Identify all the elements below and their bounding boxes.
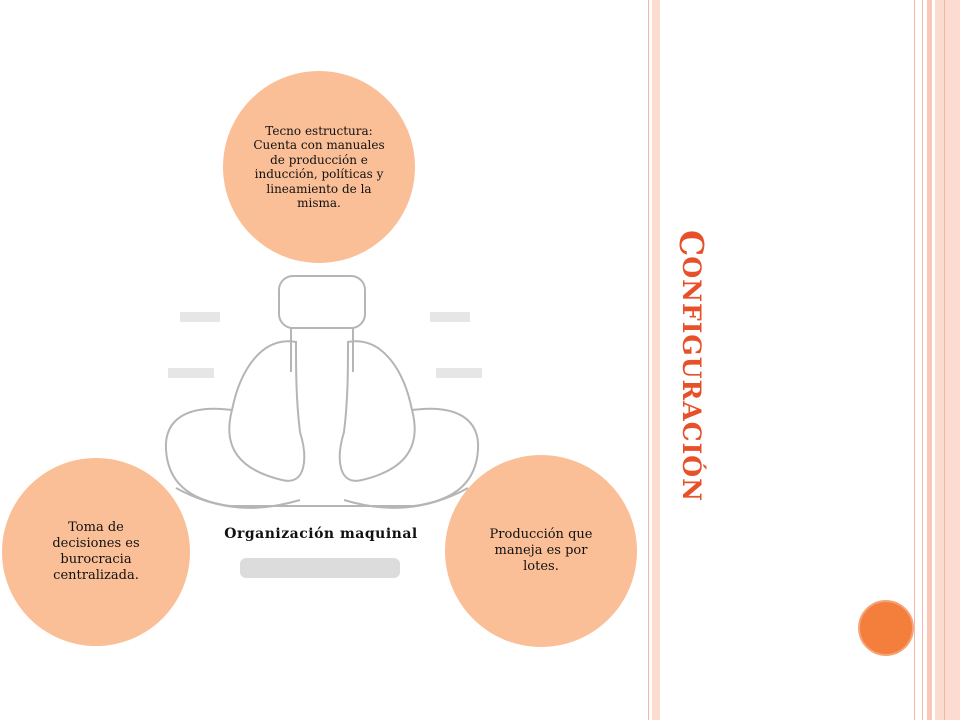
slide-title [672, 216, 712, 516]
circle-techno-structure [223, 71, 415, 263]
decorative-dot [858, 600, 914, 656]
circle-decision-making [2, 458, 190, 646]
slide-title-rest: ONFIGURACIÓN [677, 256, 707, 502]
slide-title-initial: C [672, 230, 712, 257]
circle-production [445, 455, 637, 647]
circle-decision-making-text: Toma de decisiones es burocracia centralizada. [52, 520, 140, 583]
circle-techno-structure-text: Tecno estructura: Cuenta con manuales de producción e inducción, políticas y lineamiento de la misma. [253, 123, 385, 210]
diagram-center-label: Organización maquinal [224, 526, 418, 542]
circle-production-text: Producción que maneja es por lotes. [489, 527, 593, 574]
